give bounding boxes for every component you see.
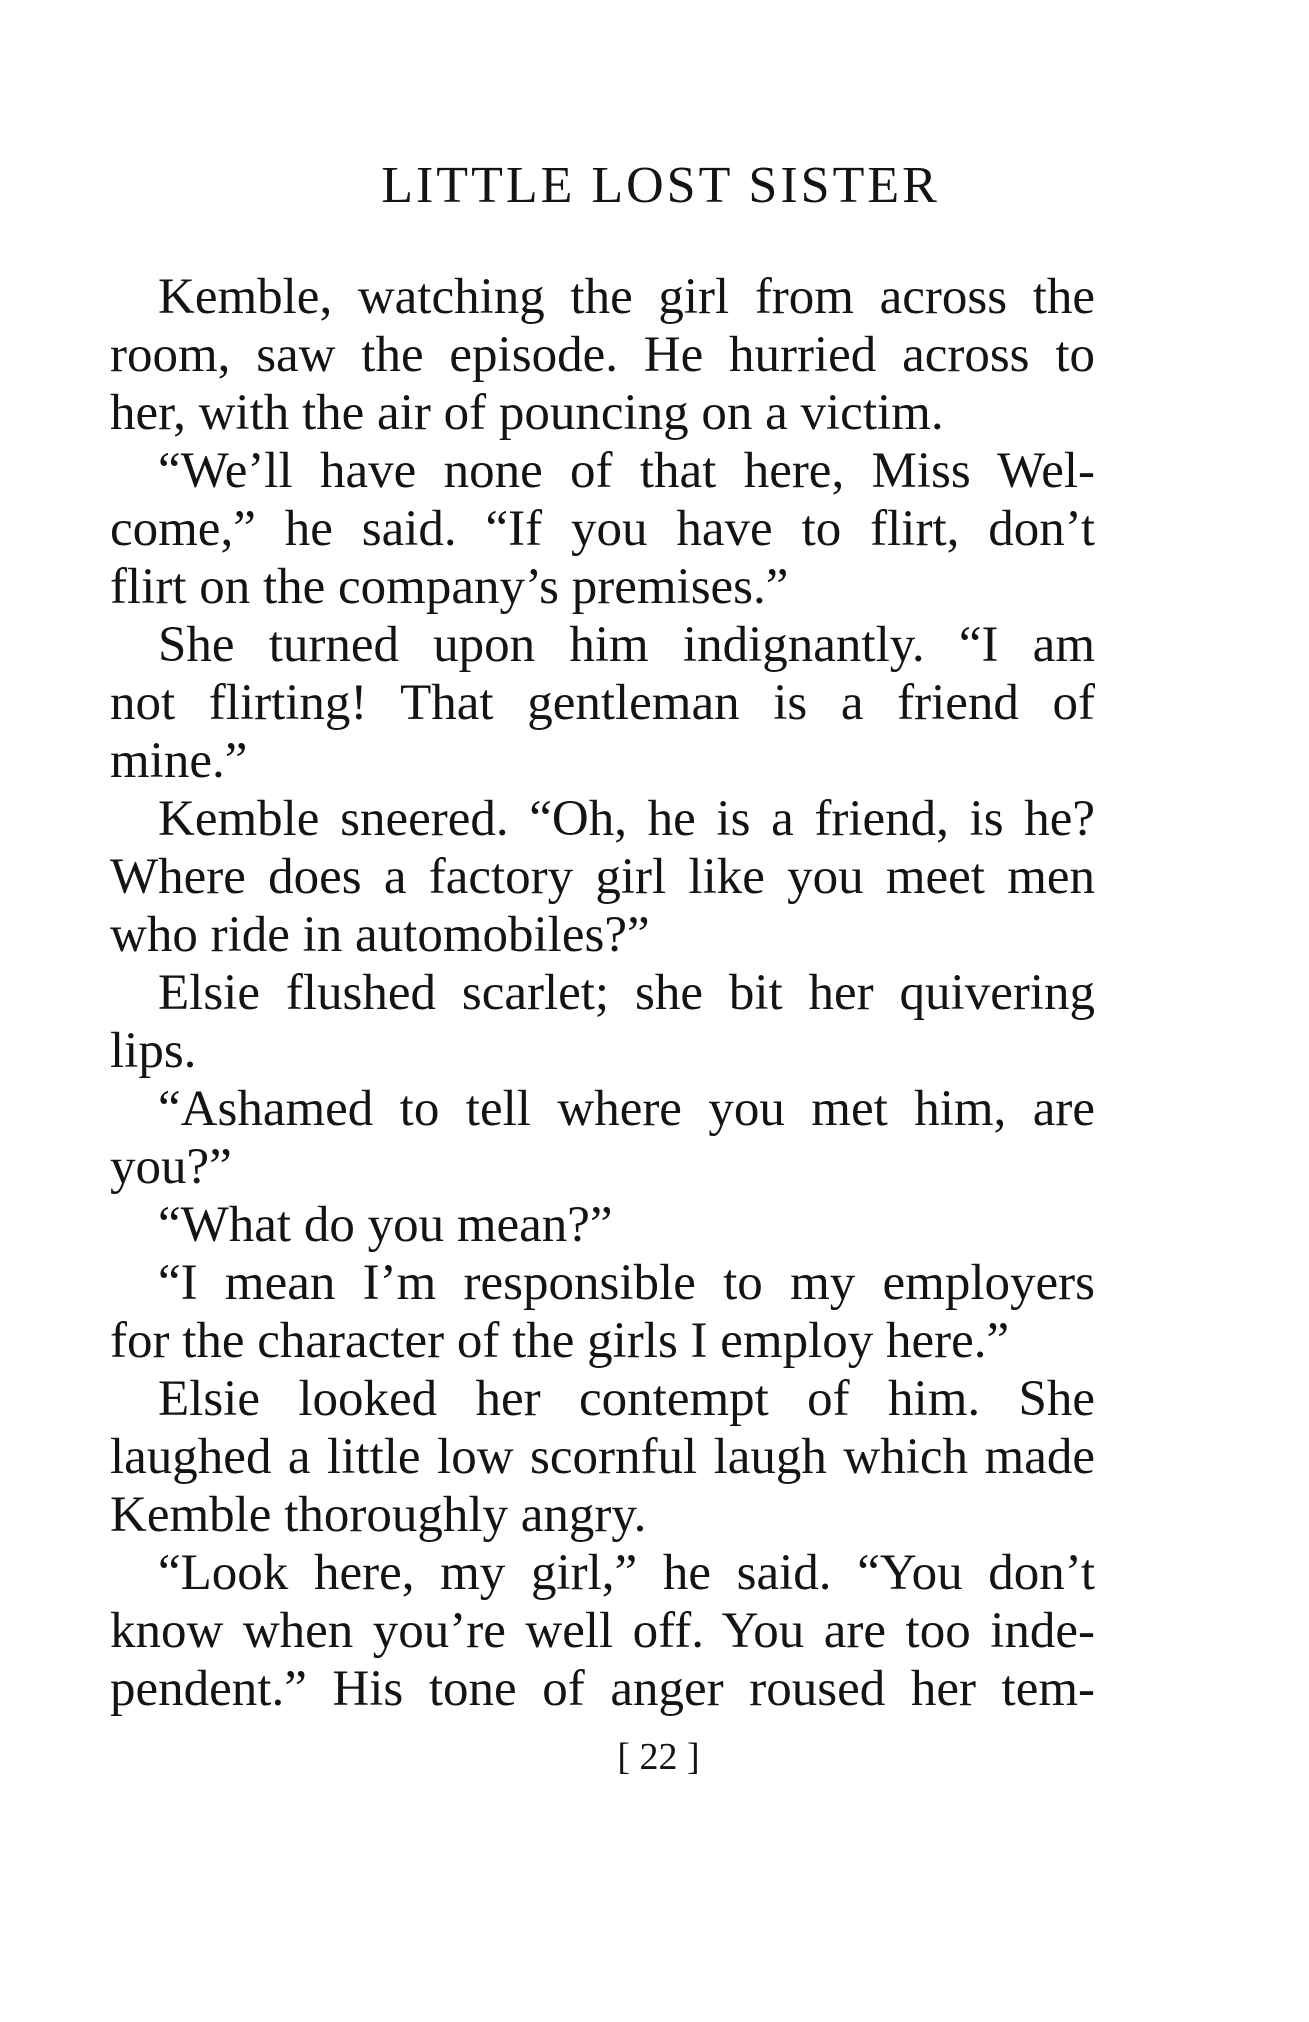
text-line: “I mean I’m responsible to my employers [158,1255,1095,1311]
page-number: [ 22 ] [617,1736,700,1778]
text-line: come,” he said. “If you have to flirt, don’t [110,501,1095,557]
text-line: laughed a little low scornful laugh which made [110,1429,1095,1485]
text-line: flirt on the company’s premises.” [110,559,789,615]
text-line: who ride in automobiles?” [110,907,650,963]
text-line: know when you’re well off. You are too inde- [110,1603,1095,1659]
text-line: not flirting! That gentleman is a friend of [110,675,1095,731]
text-line: pendent.” His tone of anger roused her tem- [110,1661,1095,1717]
text-line: room, saw the episode. He hurried across to [110,327,1095,383]
text-line: Elsie flushed scarlet; she bit her quivering [158,965,1095,1021]
text-line: Kemble thoroughly angry. [110,1487,647,1543]
text-line: for the character of the girls I employ here.” [110,1313,1010,1369]
text-line: her, with the air of pouncing on a victim. [110,385,944,441]
text-line: Kemble, watching the girl from across the [158,269,1095,325]
text-line: lips. [110,1023,197,1079]
running-head: LITTLE LOST SISTER [381,157,940,214]
text-line: “What do you mean?” [158,1197,613,1253]
text-line: mine.” [110,733,248,789]
text-line: Kemble sneered. “Oh, he is a friend, is he? [158,791,1095,847]
text-line: “Look here, my girl,” he said. “You don’t [158,1545,1095,1601]
text-line: “Ashamed to tell where you met him, are [158,1081,1095,1137]
text-line: “We’ll have none of that here, Miss Wel- [158,443,1095,499]
text-line: you?” [110,1139,232,1195]
body-text [110,268,1095,1718]
text-line: Where does a factory girl like you meet men [110,849,1095,905]
text-line: Elsie looked her contempt of him. She [158,1371,1095,1427]
text-line: She turned upon him indignantly. “I am [158,617,1095,673]
